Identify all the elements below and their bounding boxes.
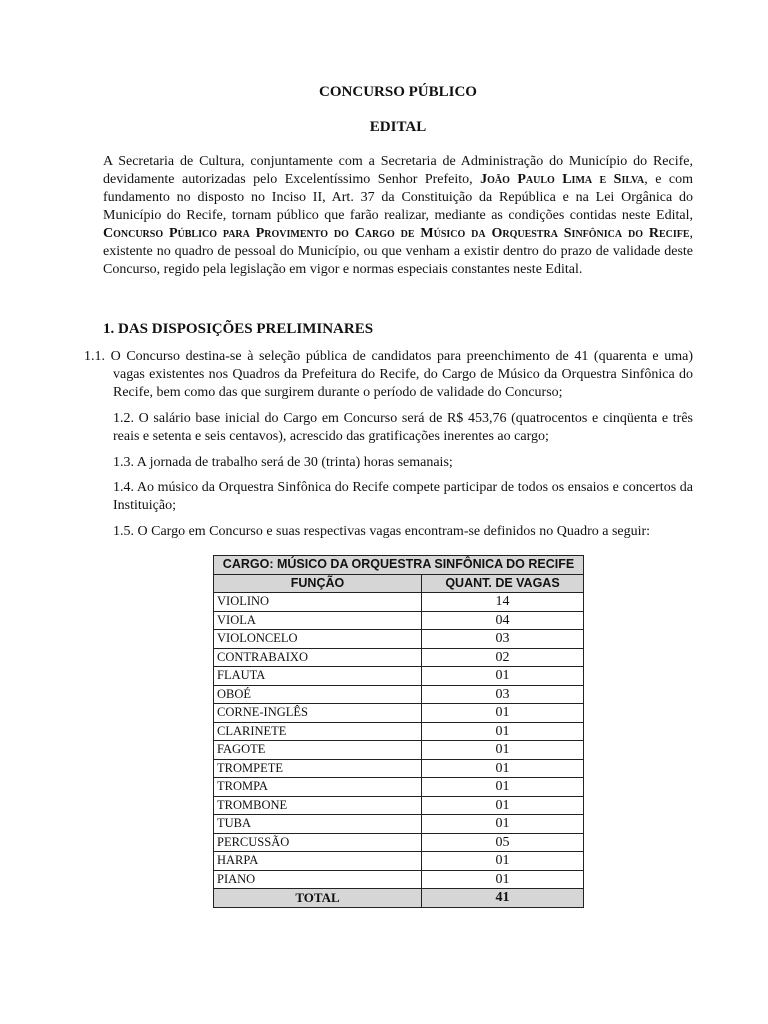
- item-1-5: 1.5. O Cargo em Concurso e suas respectivas vagas encontram-se definidos no Quadro a seguir:: [113, 524, 651, 539]
- vacancies-cell: 01: [422, 741, 584, 760]
- table-row: [214, 722, 584, 741]
- table-body: [214, 593, 584, 889]
- vacancies-cell: 03: [422, 630, 584, 649]
- page-title: CONCURSO PÚBLICO: [319, 84, 477, 100]
- function-cell: CLARINETE: [214, 722, 422, 741]
- function-cell: HARPA: [214, 852, 422, 871]
- vacancies-cell: 02: [422, 648, 584, 667]
- intro-text-3: , existente no quadro de pessoal do Município, ou que venham a existir dentro do prazo de validade deste Concurso, regido pela legislação em vigor e normas especiais constantes neste Edital.: [103, 226, 693, 277]
- mayor-name: João Paulo Lima e Silva: [480, 172, 645, 187]
- vacancies-cell: 01: [422, 667, 584, 686]
- vacancies-cell: 01: [422, 704, 584, 723]
- function-cell: PIANO: [214, 870, 422, 889]
- vacancies-cell: 01: [422, 722, 584, 741]
- item-1-4: 1.4. Ao músico da Orquestra Sinfônica do Recife compete participar de todos os ensaios e concertos da Instituição;: [113, 480, 693, 513]
- vacancies-cell: 01: [422, 759, 584, 778]
- table-row: [214, 630, 584, 649]
- vacancies-cell: 14: [422, 593, 584, 612]
- column-header-vacancies: QUANT. DE VAGAS: [422, 574, 584, 593]
- table-total-row: [214, 889, 584, 908]
- function-cell: CONTRABAIXO: [214, 648, 422, 667]
- table-row: [214, 685, 584, 704]
- total-value: 41: [422, 889, 584, 908]
- intro-text-2: , e com fundamento no disposto no Inciso II, Art. 37 da Constituição da República e na Lei Orgânica do Município do Recife, tornam público que farão realizar, mediante as condições contidas neste Edital,: [103, 172, 693, 223]
- item-1-2: 1.2. O salário base inicial do Cargo em Concurso será de R$ 453,76 (quatrocentos e cinqüenta e três reais e setenta e seis centavos), acrescido das gratificações inerentes ao cargo;: [113, 411, 693, 444]
- vacancies-cell: 05: [422, 833, 584, 852]
- table-row: [214, 815, 584, 834]
- table-row: [214, 741, 584, 760]
- function-cell: FAGOTE: [214, 741, 422, 760]
- function-cell: OBOÉ: [214, 685, 422, 704]
- table-row: [214, 833, 584, 852]
- vacancies-cell: 01: [422, 870, 584, 889]
- edital-heading: EDITAL: [369, 119, 427, 135]
- vacancies-cell: 03: [422, 685, 584, 704]
- vacancies-cell: 04: [422, 611, 584, 630]
- table-row: [214, 611, 584, 630]
- intro-paragraph: [103, 153, 693, 279]
- vacancies-cell: 01: [422, 815, 584, 834]
- table-row: [214, 667, 584, 686]
- vacancies-cell: 01: [422, 796, 584, 815]
- table-row: [214, 704, 584, 723]
- function-cell: TROMPA: [214, 778, 422, 797]
- item-1-1: 1.1. O Concurso destina-se à seleção pública de candidatos para preenchimento de 41 (quarenta e uma) vagas existentes nos Quadros da Prefeitura do Recife, do Cargo de Músico da Orquestra Sinfônica do Recife, bem como das que surgirem durante o período de validade do Concurso;: [84, 349, 693, 400]
- vacancies-cell: 01: [422, 852, 584, 871]
- vacancies-cell: 01: [422, 778, 584, 797]
- table-row: [214, 870, 584, 889]
- function-cell: TROMPETE: [214, 759, 422, 778]
- table-row: [214, 648, 584, 667]
- vacancies-table: [213, 555, 584, 908]
- function-cell: TUBA: [214, 815, 422, 834]
- table-row: [214, 796, 584, 815]
- table-row: [214, 593, 584, 612]
- section-heading: 1. DAS DISPOSIÇÕES PRELIMINARES: [103, 321, 374, 337]
- function-cell: VIOLONCELO: [214, 630, 422, 649]
- function-cell: VIOLA: [214, 611, 422, 630]
- column-header-function: FUNÇÃO: [214, 574, 422, 593]
- function-cell: CORNE-INGLÊS: [214, 704, 422, 723]
- table-caption: CARGO: MÚSICO DA ORQUESTRA SINFÔNICA DO RECIFE: [214, 556, 584, 575]
- item-1-3: 1.3. A jornada de trabalho será de 30 (trinta) horas semanais;: [113, 455, 453, 470]
- intro-text-1: A Secretaria de Cultura, conjuntamente com a Secretaria de Administração do Município do Recife, devidamente autorizadas pelo Excelentíssimo Senhor Prefeito,: [103, 154, 693, 187]
- table-row: [214, 778, 584, 797]
- table-row: [214, 759, 584, 778]
- function-cell: FLAUTA: [214, 667, 422, 686]
- total-label: TOTAL: [214, 889, 422, 908]
- table-row: [214, 852, 584, 871]
- function-cell: TROMBONE: [214, 796, 422, 815]
- function-cell: VIOLINO: [214, 593, 422, 612]
- contest-name: Concurso Público para Provimento do Cargo de Músico da Orquestra Sinfônica do Recife: [103, 226, 690, 241]
- function-cell: PERCUSSÃO: [214, 833, 422, 852]
